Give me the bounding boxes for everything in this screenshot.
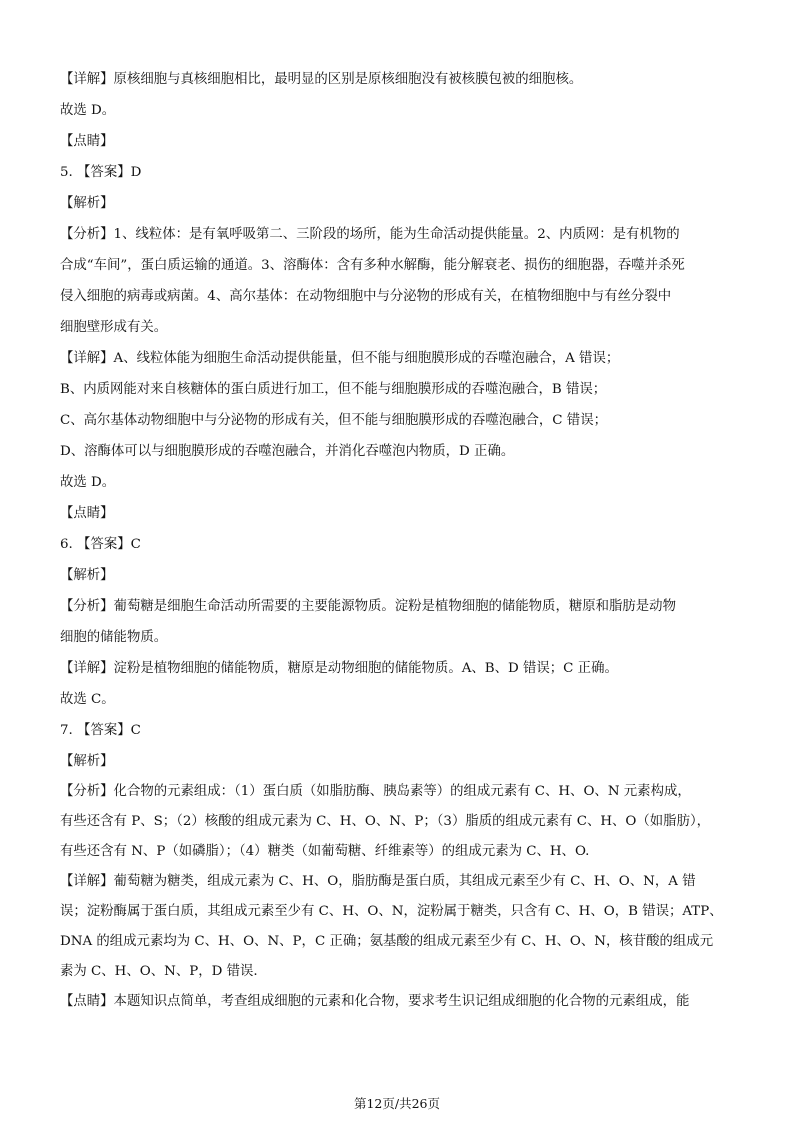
text-line: 故选 C。	[60, 692, 115, 707]
page-number: 第12页/共26页	[353, 1096, 441, 1111]
text-line: 合成“车间”，蛋白质运输的通道。3、溶酶体：含有多种水解酶，能分解衰老、损伤的细胞器，吞噬并杀死	[60, 258, 685, 273]
text-line: D、溶酶体可以与细胞膜形成的吞噬泡融合，并消化吞噬泡内物质，D 正确。	[60, 444, 515, 459]
text-line: B、内质网能对来自核糖体的蛋白质进行加工，但不能与细胞膜形成的吞噬泡融合，B 错误；	[60, 382, 607, 397]
answer-heading-7: 7. 【答案】C	[60, 723, 141, 738]
text-line: 【点睛】	[60, 134, 114, 149]
text-line: 【点睛】本题知识点简单，考查组成细胞的元素和化合物，要求考生识记组成细胞的化合物的元素组成，能	[60, 994, 690, 1009]
answer-heading-5: 5. 【答案】D	[60, 165, 142, 180]
text-line: 有些还含有 P、S；（2）核酸的组成元素为 C、H、O、N、P；（3）脂质的组成元素有 C、H、O（如脂肪），	[60, 814, 711, 829]
text-line: 细胞壁形成有关。	[60, 320, 168, 335]
text-line: DNA 的组成元素均为 C、H、O、N、P，C 正确；氨基酸的组成元素至少有 C、H、O、N，核苷酸的组成元	[60, 934, 714, 949]
text-line: 侵入细胞的病毒或病菌。4、高尔基体：在动物细胞中与分泌物的形成有关，在植物细胞中与有丝分裂中	[60, 289, 672, 304]
text-line: 细胞的储能物质。	[60, 630, 168, 645]
text-line: C、高尔基体动物细胞中与分泌物的形成有关，但不能与细胞膜形成的吞噬泡融合，C 错误；	[60, 413, 607, 428]
text-line: 【解析】	[60, 568, 114, 583]
text-line: 【分析】化合物的元素组成：（1）蛋白质（如脂肪酶、胰岛素等）的组成元素有 C、H、O、N 元素构成，	[60, 784, 691, 799]
text-line: 【详解】淀粉是植物细胞的储能物质，糖原是动物细胞的储能物质。A、B、D 错误；C 正确。	[60, 661, 618, 676]
text-line: 【分析】1、线粒体：是有氧呼吸第二、三阶段的场所，能为生命活动提供能量。2、内质网：是有机物的	[60, 227, 680, 242]
text-line: 【分析】葡萄糖是细胞生命活动所需要的主要能源物质。淀粉是植物细胞的储能物质，糖原和脂肪是动物	[60, 599, 676, 614]
text-line: 【详解】原核细胞与真核细胞相比，最明显的区别是原核细胞没有被核膜包被的细胞核。	[60, 72, 583, 87]
text-line: 素为 C、H、O、N、P，D 错误.	[60, 964, 258, 979]
text-line: 故选 D。	[60, 475, 116, 490]
text-line: 【解析】	[60, 754, 114, 769]
text-line: 【解析】	[60, 196, 114, 211]
document-body	[60, 64, 736, 1017]
text-line: 误；淀粉酶属于蛋白质，其组成元素至少有 C、H、O、N，淀粉属于糖类，只含有 C、H、O，B 错误；ATP、	[60, 904, 723, 919]
answer-heading-6: 6. 【答案】C	[60, 537, 141, 552]
text-line: 【详解】A、线粒体能为细胞生命活动提供能量，但不能与细胞膜形成的吞噬泡融合，A 错误；	[60, 351, 620, 366]
text-line: 【点睛】	[60, 506, 114, 521]
text-line: 故选 D。	[60, 103, 116, 118]
text-line: 有些还含有 N、P（如磷脂）；（4）糖类（如葡萄糖、纤维素等）的组成元素为 C、H、O.	[60, 844, 590, 859]
text-line: 【详解】葡萄糖为糖类，组成元素为 C、H、O，脂肪酶是蛋白质，其组成元素至少有 C、H、O、N，A 错	[60, 874, 696, 889]
